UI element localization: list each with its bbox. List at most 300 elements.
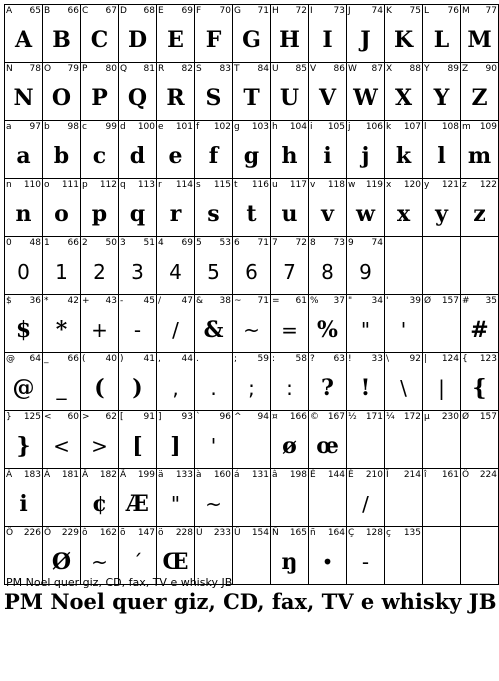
glyph-sample: 9: [359, 260, 372, 284]
glyph-char-label: _: [44, 354, 49, 364]
glyph-cell-header: [386, 470, 421, 481]
glyph-code-label: 171: [365, 412, 383, 422]
glyph-cell-header: [424, 528, 459, 539]
glyph-cell: [157, 469, 195, 527]
glyph-sample: [271, 484, 308, 524]
glyph-char-label: <: [44, 412, 52, 422]
glyph-code-label: 67: [105, 6, 117, 16]
glyph-cell-header: [6, 180, 41, 191]
glyph-sample: [43, 484, 80, 524]
glyph-code-label: 81: [143, 64, 155, 74]
glyph-sample: h: [281, 143, 298, 169]
glyph-char-label: {: [462, 354, 468, 364]
glyph-cell-header: [310, 122, 345, 133]
glyph-sample: ø: [282, 433, 297, 459]
glyph-cell: [119, 63, 157, 121]
glyph-char-label: |: [424, 354, 428, 364]
glyph-code-label: 230: [441, 412, 459, 422]
glyph-sample: u: [281, 201, 298, 227]
glyph-cell-header: [44, 470, 79, 481]
glyph-sample: g: [243, 143, 260, 169]
glyph-code-label: 183: [23, 470, 41, 480]
glyph-sample: p: [91, 201, 108, 227]
glyph-char-label: *: [44, 296, 49, 306]
glyph-cell-header: [386, 412, 421, 423]
glyph-code-label: 35: [485, 296, 497, 306]
glyph-cell-header: [82, 528, 117, 539]
glyph-char-label: ©: [310, 412, 319, 422]
glyph-cell: [157, 179, 195, 237]
glyph-cell-header: [82, 354, 117, 365]
glyph-cell: [119, 5, 157, 63]
glyph-sample: ': [400, 318, 407, 342]
glyph-cell: [43, 411, 81, 469]
glyph-code-label: 88: [409, 64, 421, 74]
glyph-sample: w: [356, 201, 375, 227]
glyph-code-label: 110: [23, 180, 41, 190]
glyph-code-label: 80: [105, 64, 117, 74]
glyph-cell-header: [462, 296, 497, 307]
glyph-cell: [157, 353, 195, 411]
glyph-sample: [423, 484, 460, 524]
glyph-code-label: 86: [333, 64, 345, 74]
glyph-sample: }: [16, 433, 31, 459]
glyph-char-label: È: [348, 470, 354, 480]
glyph-cell: [5, 121, 43, 179]
glyph-code-label: 50: [105, 238, 117, 248]
glyph-sample: ~: [91, 550, 108, 574]
glyph-char-label: µ: [424, 412, 430, 422]
glyph-code-label: 103: [251, 122, 269, 132]
glyph-cell: [81, 121, 119, 179]
glyph-cell-header: [272, 238, 307, 249]
glyph-sample: (: [94, 375, 105, 401]
glyph-sample: M: [467, 27, 492, 53]
glyph-code-label: 68: [143, 6, 155, 16]
glyph-cell: [5, 5, 43, 63]
glyph-sample: ): [132, 375, 143, 401]
glyph-code-label: 89: [447, 64, 459, 74]
glyph-cell: [385, 179, 423, 237]
glyph-cell: [43, 5, 81, 63]
glyph-code-label: 64: [29, 354, 41, 364]
glyph-sample: \: [400, 376, 407, 400]
glyph-code-label: 85: [295, 64, 307, 74]
glyph-cell-header: [462, 470, 497, 481]
glyph-cell-header: [462, 238, 497, 249]
glyph-char-label: É: [310, 470, 316, 480]
glyph-code-label: 66: [67, 238, 79, 248]
glyph-cell-header: [120, 238, 155, 249]
glyph-char-label: ñ: [310, 528, 316, 538]
glyph-cell: [385, 527, 423, 585]
glyph-cell: [461, 469, 499, 527]
glyph-char-label: r: [158, 180, 162, 190]
glyph-char-label: ): [120, 354, 124, 364]
glyph-code-label: 144: [327, 470, 345, 480]
glyph-char-label: ¼: [386, 412, 395, 422]
glyph-sample: :: [286, 376, 293, 400]
glyph-cell: [423, 179, 461, 237]
glyph-char-label: A: [6, 6, 13, 16]
glyph-code-label: 131: [251, 470, 269, 480]
glyph-char-label: m: [462, 122, 471, 132]
glyph-cell: [385, 353, 423, 411]
glyph-code-label: 60: [67, 412, 79, 422]
glyph-char-label: c: [82, 122, 87, 132]
glyph-sample: I: [322, 27, 333, 53]
glyph-cell: [195, 411, 233, 469]
glyph-sample: [233, 426, 270, 466]
glyph-cell: [195, 121, 233, 179]
glyph-cell: [233, 237, 271, 295]
glyph-cell-header: [424, 296, 459, 307]
glyph-code-label: 166: [289, 412, 307, 422]
glyph-cell: [271, 353, 309, 411]
glyph-char-label: Ú: [196, 528, 203, 538]
glyph-sample: O: [51, 85, 72, 111]
glyph-cell-header: [234, 354, 269, 365]
glyph-cell: [233, 179, 271, 237]
glyph-sample: [385, 426, 422, 466]
glyph-cell-header: [158, 412, 193, 423]
glyph-cell-header: [6, 528, 41, 539]
glyph-cell: [461, 237, 499, 295]
glyph-cell: [233, 469, 271, 527]
glyph-sample: R: [166, 85, 185, 111]
glyph-cell: [81, 5, 119, 63]
glyph-cell: [385, 5, 423, 63]
glyph-code-label: 106: [365, 122, 383, 132]
glyph-sample: [233, 484, 270, 524]
glyph-cell-header: [82, 180, 117, 191]
glyph-code-label: 102: [213, 122, 231, 132]
glyph-char-label: R: [158, 64, 165, 74]
glyph-cell: [43, 353, 81, 411]
glyph-cell-header: [158, 470, 193, 481]
glyph-cell-header: [120, 296, 155, 307]
glyph-cell-header: [158, 64, 193, 75]
glyph-sample: [309, 484, 346, 524]
glyph-char-label: >: [82, 412, 90, 422]
glyph-sample: 7: [283, 260, 296, 284]
glyph-sample: j: [361, 143, 370, 169]
glyph-cell-header: [386, 122, 421, 133]
glyph-cell-header: [462, 122, 497, 133]
glyph-cell: [461, 5, 499, 63]
glyph-cell: [423, 469, 461, 527]
glyph-char-label: ': [386, 296, 389, 306]
glyph-sample: 8: [321, 260, 334, 284]
glyph-code-label: 167: [327, 412, 345, 422]
glyph-cell: [81, 353, 119, 411]
glyph-code-label: 111: [61, 180, 79, 190]
glyph-cell-header: [272, 296, 307, 307]
glyph-sample: %: [317, 317, 338, 343]
glyph-cell: [423, 527, 461, 585]
glyph-cell: [233, 527, 271, 585]
glyph-sample: i: [19, 491, 28, 517]
glyph-cell-header: [348, 122, 383, 133]
glyph-cell-header: [348, 6, 383, 17]
glyph-char-label: 5: [196, 238, 202, 248]
glyph-sample: H: [279, 27, 300, 53]
glyph-char-label: p: [82, 180, 88, 190]
glyph-cell-header: [82, 470, 117, 481]
sample-text-label: PM Noel quer giz, CD, fax, TV e whisky JB: [6, 576, 233, 589]
glyph-sample: 3: [131, 260, 144, 284]
glyph-cell-header: [310, 6, 345, 17]
glyph-char-label: á: [234, 470, 240, 480]
glyph-cell-header: [44, 122, 79, 133]
glyph-cell-header: [272, 528, 307, 539]
glyph-sample: *: [55, 317, 68, 343]
glyph-code-label: 73: [333, 6, 345, 16]
glyph-char-label: n: [6, 180, 12, 190]
glyph-char-label: ¤: [272, 412, 278, 422]
glyph-sample: r: [169, 201, 182, 227]
glyph-cell-header: [310, 412, 345, 423]
glyph-sample: [385, 542, 422, 582]
glyph-code-label: 199: [137, 470, 155, 480]
glyph-sample: U: [279, 85, 300, 111]
glyph-code-label: 76: [447, 6, 459, 16]
glyph-char-label: j: [348, 122, 351, 132]
glyph-cell-header: [234, 296, 269, 307]
glyph-cell: [5, 295, 43, 353]
glyph-code-label: 214: [403, 470, 421, 480]
glyph-sample: P: [91, 85, 108, 111]
glyph-code-label: 94: [257, 412, 269, 422]
glyph-code-label: 161: [441, 470, 459, 480]
glyph-code-label: 164: [327, 528, 345, 538]
glyph-cell: [43, 237, 81, 295]
glyph-cell: [81, 469, 119, 527]
glyph-sample: l: [437, 143, 446, 169]
glyph-char-label: (: [82, 354, 86, 364]
glyph-code-label: 66: [67, 6, 79, 16]
glyph-cell-header: [234, 238, 269, 249]
glyph-sample: V: [318, 85, 337, 111]
glyph-cell: [195, 237, 233, 295]
glyph-code-label: 43: [105, 296, 117, 306]
glyph-cell: [119, 411, 157, 469]
glyph-code-label: 121: [441, 180, 459, 190]
glyph-cell: [43, 179, 81, 237]
glyph-char-label: a: [6, 122, 12, 132]
glyph-code-label: 92: [409, 354, 421, 364]
glyph-code-label: 69: [181, 6, 193, 16]
glyph-sample: F: [205, 27, 222, 53]
glyph-cell-header: [424, 6, 459, 17]
glyph-sample: x: [396, 201, 411, 227]
glyph-char-label: 9: [348, 238, 354, 248]
glyph-char-label: x: [386, 180, 392, 190]
glyph-cell-header: [158, 122, 193, 133]
glyph-sample: s: [207, 201, 220, 227]
glyph-cell: [119, 353, 157, 411]
glyph-cell: [119, 179, 157, 237]
glyph-sample: S: [205, 85, 222, 111]
glyph-code-label: 181: [61, 470, 79, 480]
glyph-char-label: î: [424, 470, 427, 480]
glyph-sample: •: [321, 550, 334, 574]
glyph-code-label: 87: [371, 64, 383, 74]
glyph-cell: [309, 179, 347, 237]
glyph-code-label: 229: [61, 528, 79, 538]
glyph-code-label: 172: [403, 412, 421, 422]
glyph-cell-header: [424, 354, 459, 365]
glyph-char-label: T: [234, 64, 240, 74]
glyph-sample: B: [52, 27, 71, 53]
glyph-char-label: E: [158, 6, 164, 16]
glyph-sample: i: [323, 143, 332, 169]
glyph-code-label: 165: [289, 528, 307, 538]
glyph-code-label: 108: [441, 122, 459, 132]
glyph-code-label: 119: [365, 180, 383, 190]
glyph-cell-header: [348, 64, 383, 75]
glyph-char-label: F: [196, 6, 202, 16]
glyph-char-label: J: [348, 6, 351, 16]
glyph-cell: [5, 179, 43, 237]
glyph-code-label: 128: [365, 528, 383, 538]
glyph-sample: a: [16, 143, 31, 169]
glyph-cell-header: [272, 122, 307, 133]
glyph-cell: [5, 237, 43, 295]
glyph-sample: o: [54, 201, 69, 227]
glyph-char-label: à: [196, 470, 202, 480]
glyph-code-label: 71: [257, 296, 269, 306]
glyph-char-label: 1: [44, 238, 50, 248]
glyph-cell: [195, 353, 233, 411]
glyph-code-label: 113: [137, 180, 155, 190]
glyph-char-label: -: [120, 296, 124, 306]
glyph-cell-header: [424, 180, 459, 191]
glyph-code-label: 38: [219, 296, 231, 306]
glyph-sample: E: [167, 27, 184, 53]
glyph-cell-header: [234, 412, 269, 423]
glyph-cell: [309, 121, 347, 179]
glyph-sample: !: [360, 375, 371, 401]
glyph-sample: N: [13, 85, 34, 111]
glyph-sample: ŋ: [281, 549, 298, 575]
glyph-code-label: 109: [479, 122, 497, 132]
glyph-cell-header: [386, 6, 421, 17]
glyph-char-label: V: [310, 64, 317, 74]
glyph-sample: c: [92, 143, 107, 169]
glyph-cell-header: [196, 238, 231, 249]
glyph-cell-header: [462, 412, 497, 423]
glyph-sample: X: [394, 85, 413, 111]
glyph-cell-header: [310, 296, 345, 307]
glyph-cell: [195, 5, 233, 63]
glyph-char-label: h: [272, 122, 278, 132]
glyph-cell: [233, 411, 271, 469]
glyph-cell-header: [120, 64, 155, 75]
glyph-char-label: Û: [234, 528, 241, 538]
glyph-cell-header: [6, 6, 41, 17]
glyph-char-label: D: [120, 6, 127, 16]
glyph-cell-header: [386, 354, 421, 365]
glyph-cell: [157, 295, 195, 353]
glyph-sample: q: [129, 201, 146, 227]
glyph-char-label: i: [310, 122, 313, 132]
glyph-cell: [385, 411, 423, 469]
glyph-cell-header: [120, 180, 155, 191]
glyph-char-label: Õ: [44, 528, 52, 538]
glyph-cell-header: [158, 354, 193, 365]
glyph-cell-header: [386, 296, 421, 307]
glyph-cell: [309, 469, 347, 527]
glyph-char-label: M: [462, 6, 470, 16]
glyph-char-label: ?: [310, 354, 315, 364]
glyph-char-label: [: [120, 412, 124, 422]
glyph-char-label: ½: [348, 412, 357, 422]
glyph-cell: [43, 121, 81, 179]
glyph-cell-header: [82, 122, 117, 133]
glyph-cell-header: [348, 412, 383, 423]
glyph-sample: 0: [17, 260, 30, 284]
glyph-cell-header: [82, 64, 117, 75]
glyph-sample: .: [210, 376, 217, 400]
glyph-code-label: 72: [295, 6, 307, 16]
glyph-cell: [309, 237, 347, 295]
glyph-cell-header: [462, 64, 497, 75]
glyph-code-label: 182: [99, 470, 117, 480]
glyph-sample: 5: [207, 260, 220, 284]
glyph-cell-header: [158, 6, 193, 17]
glyph-cell: [347, 5, 385, 63]
glyph-code-label: 154: [251, 528, 269, 538]
glyph-cell-header: [6, 122, 41, 133]
glyph-cell-header: [348, 180, 383, 191]
glyph-char-label: !: [348, 354, 352, 364]
glyph-sample: [423, 252, 460, 292]
glyph-char-label: 6: [234, 238, 240, 248]
glyph-cell: [195, 295, 233, 353]
glyph-cell-header: [310, 528, 345, 539]
glyph-code-label: 120: [403, 180, 421, 190]
glyph-code-label: 93: [181, 412, 193, 422]
glyph-sample: ;: [248, 376, 255, 400]
glyph-cell: [157, 121, 195, 179]
glyph-char-label: u: [272, 180, 278, 190]
glyph-code-label: 33: [371, 354, 383, 364]
glyph-sample: A: [14, 27, 33, 53]
glyph-sample: [: [132, 433, 143, 459]
glyph-code-label: 118: [327, 180, 345, 190]
glyph-sample: {: [472, 375, 487, 401]
glyph-cell: [309, 527, 347, 585]
glyph-cell: [195, 469, 233, 527]
glyph-code-label: 210: [365, 470, 383, 480]
glyph-char-label: 2: [82, 238, 88, 248]
glyph-code-label: 99: [105, 122, 117, 132]
glyph-sample: Z: [471, 85, 488, 111]
glyph-cell: [385, 121, 423, 179]
glyph-cell-header: [234, 180, 269, 191]
glyph-sample: [461, 252, 498, 292]
glyph-code-label: 70: [219, 6, 231, 16]
glyph-cell-header: [44, 238, 79, 249]
glyph-code-label: 84: [257, 64, 269, 74]
glyph-cell: [461, 121, 499, 179]
glyph-char-label: Ã: [120, 470, 127, 480]
glyph-code-label: 78: [29, 64, 41, 74]
glyph-cell-header: [272, 64, 307, 75]
glyph-cell-header: [234, 64, 269, 75]
glyph-char-label: Ô: [6, 528, 14, 538]
